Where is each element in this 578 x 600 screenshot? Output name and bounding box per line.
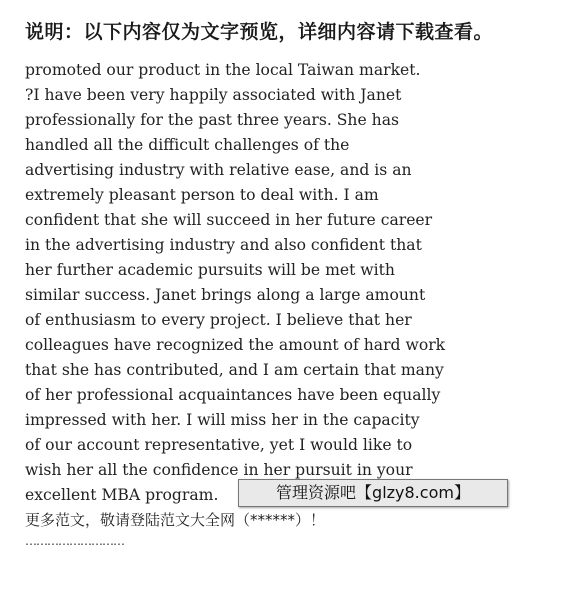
- watermark-banner[interactable]: 管理资源吧【glzy8.com】: [238, 479, 508, 507]
- body-line: confident that she will succeed in her future career: [25, 211, 433, 229]
- body-line: that she has contributed, and I am certain that many: [25, 361, 444, 379]
- body-line: similar success. Janet brings along a large amount: [25, 286, 426, 304]
- body-line: ?I have been very happily associated with Janet: [25, 86, 402, 104]
- body-line: promoted our product in the local Taiwan market.: [25, 61, 421, 79]
- body-line: extremely pleasant person to deal with. I am: [25, 186, 379, 204]
- body-line: wish her all the confidence in her pursuit in your: [25, 461, 413, 479]
- body-line: impressed with her. I will miss her in the capacity: [25, 411, 420, 429]
- body-line: handled all the difficult challenges of the: [25, 136, 350, 154]
- body-line: of enthusiasm to every project. I believe that her: [25, 311, 412, 329]
- body-line: advertising industry with relative ease, and is an: [25, 161, 412, 179]
- body-line: colleagues have recognized the amount of hard work: [25, 336, 446, 354]
- body-line: excellent MBA program.: [25, 486, 219, 504]
- preview-notice: 说明：以下内容仅为文字预览，详细内容请下载查看。: [25, 21, 494, 43]
- dotted-separator: ………………………: [25, 534, 124, 548]
- body-line: professionally for the past three years. She has: [25, 111, 399, 129]
- body-line: of her professional acquaintances have been equally: [25, 386, 441, 404]
- more-essays-line: 更多范文，敬请登陆范文大全网（******）！: [25, 511, 326, 529]
- document-body: [25, 58, 565, 549]
- body-line: in the advertising industry and also confident that: [25, 236, 422, 254]
- body-line: of our account representative, yet I would like to: [25, 436, 413, 454]
- body-line: her further academic pursuits will be met with: [25, 261, 395, 279]
